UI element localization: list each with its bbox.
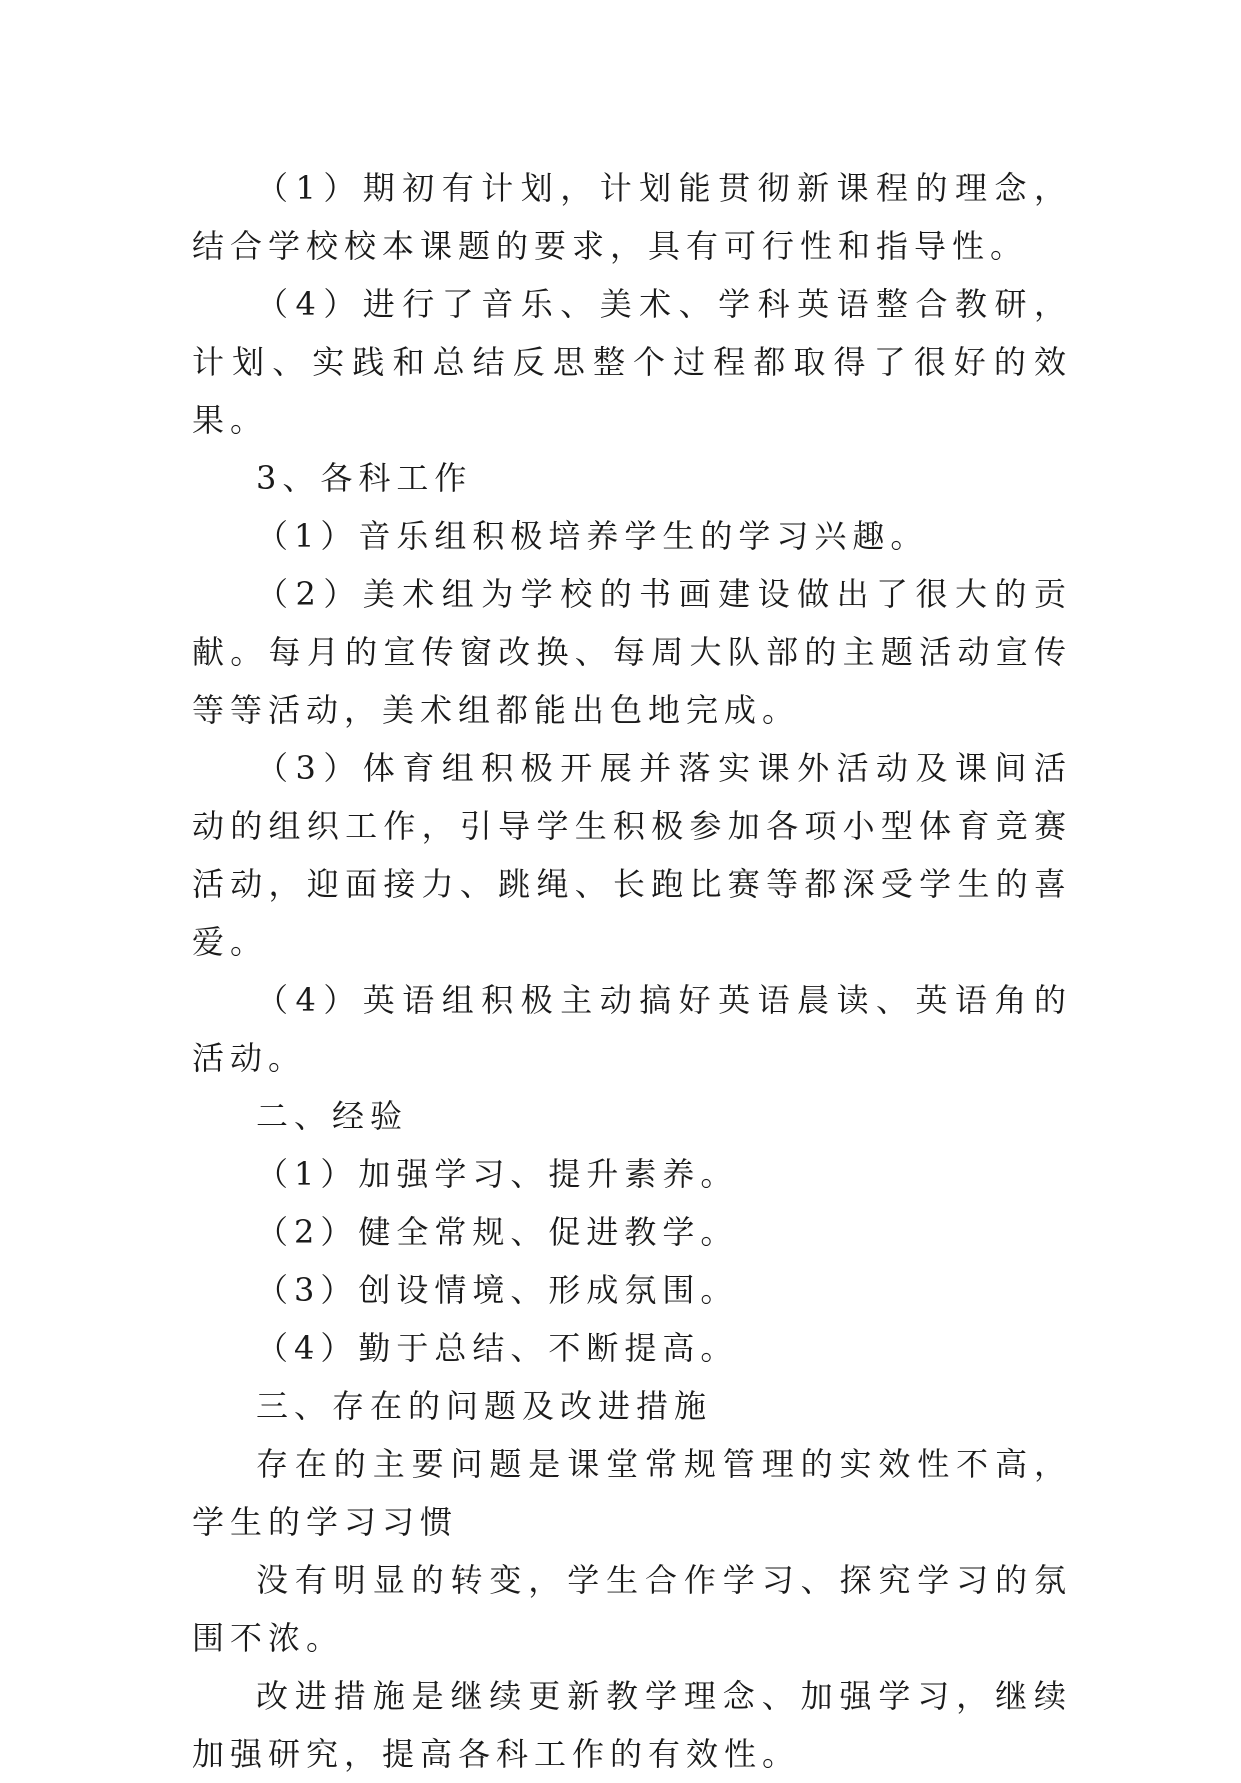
paragraph-music-group: （1）音乐组积极培养学生的学习兴趣。 [256,517,929,555]
experience-item-1: （1）加强学习、提升素养。 [256,1155,739,1193]
paragraph-integration-research: （4）进行了音乐、美术、学科英语整合教研，计划、实践和总结反思整个过程都取得了很好的效果。 [192,285,1072,439]
paragraph-problem-continued: 没有明显的转变，学生合作学习、探究学习的氛围不浓。 [192,1561,1072,1657]
experience-item-4: （4）勤于总结、不断提高。 [256,1329,739,1367]
section-heading-experience: 二、经验 [256,1097,409,1135]
section-heading-subjects: 3、各科工作 [256,459,473,497]
paragraph-art-group: （2）美术组为学校的书画建设做出了很大的贡献。每月的宣传窗改换、每周大队部的主题活动宣传等等活动，美术组都能出色地完成。 [192,575,1072,729]
section-heading-problems: 三、存在的问题及改进措施 [256,1387,713,1425]
paragraph-plan: （1）期初有计划，计划能贯彻新课程的理念，结合学校校本课题的要求，具有可行性和指导性。 [192,169,1072,265]
paragraph-main-problem: 存在的主要问题是课堂常规管理的实效性不高，学生的学习习惯 [192,1445,1072,1541]
document-body [192,159,1072,1783]
paragraph-improvement-measures: 改进措施是继续更新教学理念、加强学习，继续加强研究，提高各科工作的有效性。 [192,1677,1072,1773]
paragraph-pe-group: （3）体育组积极开展并落实课外活动及课间活动的组织工作，引导学生积极参加各项小型体育竞赛活动，迎面接力、跳绳、长跑比赛等都深受学生的喜爱。 [192,749,1072,961]
experience-item-2: （2）健全常规、促进教学。 [256,1213,739,1251]
paragraph-english-group: （4）英语组积极主动搞好英语晨读、英语角的活动。 [192,981,1072,1077]
experience-item-3: （3）创设情境、形成氛围。 [256,1271,739,1309]
